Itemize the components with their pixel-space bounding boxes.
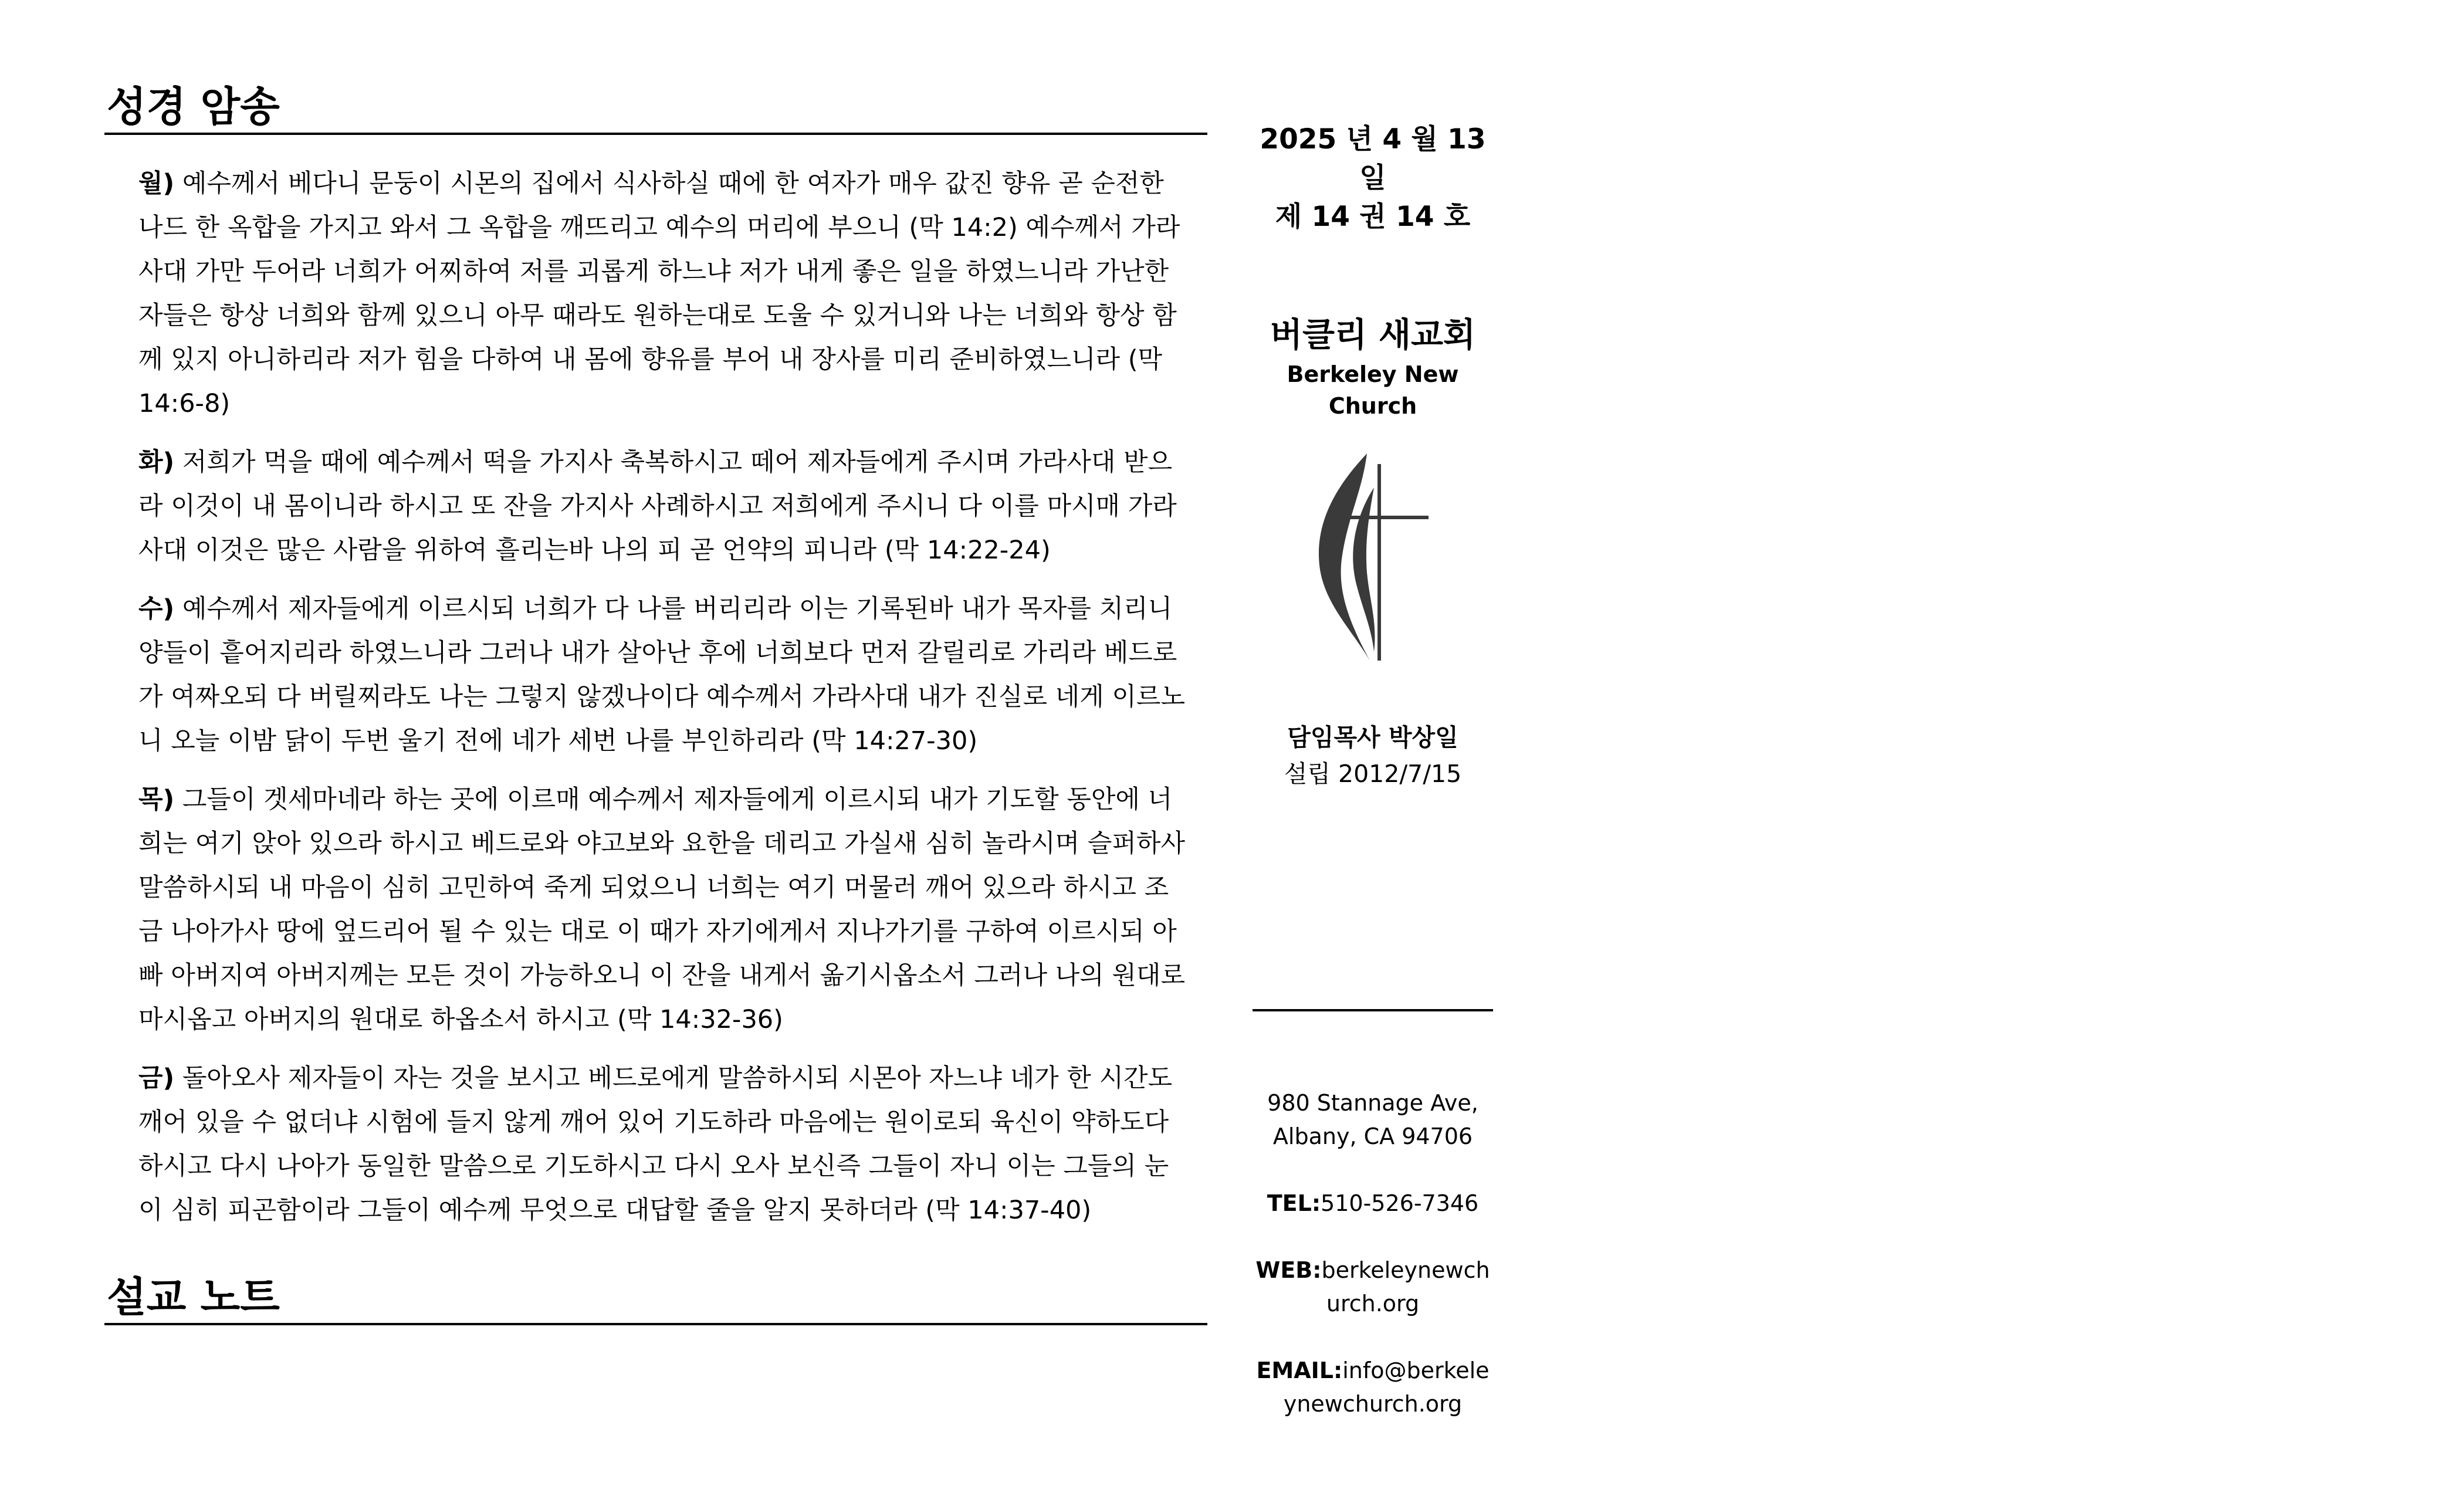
church-name-korean: 버클리 새교회 [1270,316,1476,354]
scripture-heading: 성경 암송 [104,82,1207,135]
address [1247,1087,1499,1153]
verse-text: 예수께서 제자들에게 이르시되 너희가 다 나를 버리리라 이는 기록된바 내가 목자를 치리니 양들이 흩어지리라 하였느니라 그러나 내가 살아난 후에 너희보다 먼저 갈릴리로 가리라 베드로가 여짜오되 다 버릴찌라도 나는 그렇지 않겠나이다 예수께서 가라사대 내가 진실로 네게 이르노니 오늘 이밤 닭이 두번 울기 전에 네가 세번 나를 부인하리라 (막 14:27-30) [138,594,1186,756]
telephone [1247,1187,1499,1220]
church-name-english: Berkeley New Church [1287,361,1459,419]
church-logo [1247,452,1499,664]
church-info-column [1247,120,1499,1454]
sermon-notes-heading: 설교 노트 [104,1272,1207,1325]
email-label: EMAIL: [1256,1358,1343,1383]
tel-label: TEL: [1267,1190,1321,1216]
day-label: 금) [138,1064,175,1093]
day-label: 월) [138,169,175,198]
verse-list [104,135,1207,1233]
contact-info [1247,1087,1499,1421]
day-label: 목) [138,785,175,814]
website [1247,1254,1499,1321]
verse-tuesday [138,441,1190,573]
verse-text: 예수께서 베다니 문둥이 시몬의 집에서 식사하실 때에 한 여자가 매우 값진 향유 곧 순전한 나드 한 옥합을 가지고 와서 그 옥합을 깨뜨리고 예수의 머리에 부으니 (막 14:2) 예수께서 가라사대 가만 두어라 너희가 어찌하여 저를 괴롭게 하느냐 저가 내게 좋은 일을 하였느니라 가난한 자들은 항상 너희와 함께 있으니 아무 때라도 원하는대로 도울 수 있거니와 나는 너희와 항상 함께 있지 아니하리라 저가 힘을 다하여 내 몸에 향유를 부어 내 장사를 미리 준비하였느니라 (막 14:6-8) [138,169,1180,418]
address-line1: 980 Stannage Ave, [1267,1090,1478,1116]
email-link[interactable]: info@berkeleynewchurch.org [1283,1358,1490,1417]
verse-wednesday [138,587,1190,763]
verse-thursday [138,778,1190,1042]
founded-date: 설립 2012/7/15 [1284,760,1462,788]
web-link[interactable]: berkeleynewchurch.org [1321,1257,1490,1316]
address-line2: Albany, CA 94706 [1272,1123,1473,1149]
tel-value: 510-526-7346 [1321,1190,1479,1216]
bulletin-issue: 제 14 권 14 호 [1275,201,1471,233]
scripture-column [104,82,1207,1325]
verse-text: 그들이 겟세마네라 하는 곳에 이르매 예수께서 제자들에게 이르시되 내가 기도할 동안에 너희는 여기 앉아 있으라 하시고 베드로와 야고보와 요한을 데리고 가실새 심히 놀라시며 슬퍼하사 말씀하시되 내 마음이 심히 고민하여 죽게 되었으니 너희는 여기 머물러 깨어 있으라 하시고 조금 나아가사 땅에 엎드리어 될 수 있는 대로 이 때가 자기에게서 지나가기를 구하여 이르시되 아빠 아버지여 아버지께는 모든 것이 가능하오니 이 잔을 내게서 옮기시옵소서 그러나 나의 원대로 마시옵고 아버지의 원대로 하옵소서 하시고 (막 14:32-36) [138,785,1186,1034]
senior-pastor: 담임목사 박상일 [1287,723,1458,752]
web-label: WEB: [1255,1257,1322,1283]
day-label: 수) [138,594,175,624]
day-label: 화) [138,448,175,477]
verse-text: 돌아오사 제자들이 자는 것을 보시고 베드로에게 말씀하시되 시몬아 자느냐 네가 한 시간도 깨어 있을 수 없더냐 시험에 들지 않게 깨어 있어 기도하라 마음에는 원이로되 육신이 약하도다 하시고 다시 나아가 동일한 말씀으로 기도하시고 다시 오사 보신즉 그들이 자니 이는 그들의 눈이 심히 피곤함이라 그들이 예수께 무엇으로 대답할 줄을 알지 못하더라 (막 14:37-40) [138,1064,1173,1225]
bulletin-date: 2025 년 4 월 13 일 [1260,123,1486,194]
verse-monday [138,162,1190,426]
cross-and-flame-icon [1308,452,1437,664]
verse-text: 저희가 먹을 때에 예수께서 떡을 가지사 축복하시고 떼어 제자들에게 주시며 가라사대 받으라 이것이 내 몸이니라 하시고 또 잔을 가지사 사례하시고 저희에게 주시니 다 이를 마시매 가라사대 이것은 많은 사람을 위하여 흘리는바 나의 피 곧 언약의 피니라 (막 14:22-24) [138,448,1177,565]
verse-friday [138,1057,1190,1233]
divider-line [1253,1009,1493,1011]
email [1247,1354,1499,1421]
